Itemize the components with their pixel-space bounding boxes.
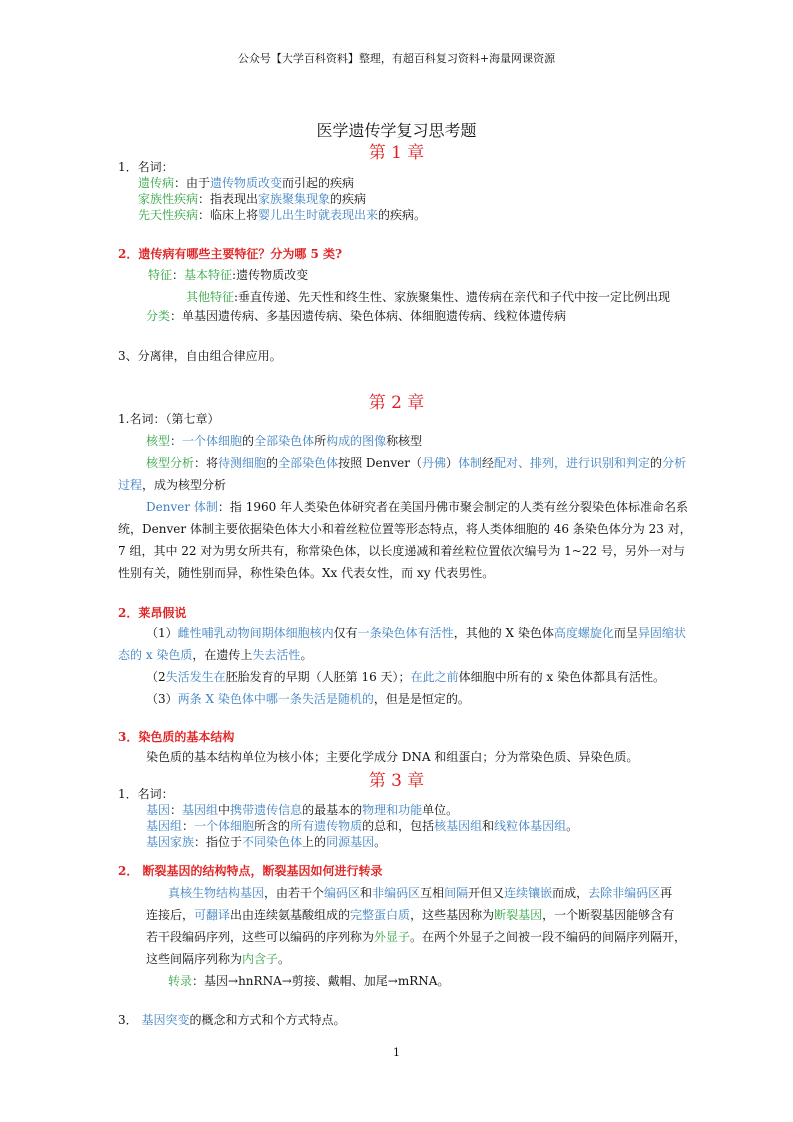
term: 遗传病 [138,176,175,190]
ch3-question-2: 2． 断裂基因的结构特点，断裂基因如何进行转录 [118,864,383,878]
ch3-def-gene: 基因：基因组中携带遗传信息的最基本的物理和功能单位。 [146,803,459,817]
ch2-lyon-point-3: （3）两条 X 染色体中哪一条失活是随机的，但是是恒定的。 [146,692,470,706]
ch3-split-gene-line-2: 连接后，可翻译出由连续氨基酸组成的完整蛋白质，这些基因称为断裂基因，一个断裂基因能够含有 [146,908,675,922]
ch2-def-denver-system: Denver 体制：指 1960 年人类染色体研究者在美国丹佛市聚会制定的人类有丝分裂染色体标准命名系 [146,500,689,514]
ch1-question-2: 2．遗传病有哪些主要特征？分为哪 5 类? [118,247,343,261]
term: 家族性疾病 [138,192,199,206]
ch3-question-1: 1．名词： [118,787,174,801]
chapter-3-heading: 第 3 章 [368,771,425,791]
ch2-lyon-point-1: （1）雌性哺乳动物间期体细胞核内仅有一条染色体有活性，其他的 X 染色体高度螺旋化而呈异固缩状 [146,626,686,640]
ch2-denver-line-3: 7 组，其中 22 对为男女所共有，称常染色体，以长度递减和着丝粒位置依次编号为 1~22 号，另外一对与 [118,544,685,558]
ch1-classification: 分类：单基因遗传病、多基因遗传病、染色体病、体细胞遗传病、线粒体遗传病 [146,309,567,323]
ch1-def-familial-disease: 家族性疾病：指表现出家族聚集现象的疾病 [138,192,367,206]
ch2-question-3: 3．染色质的基本结构 [118,730,235,744]
ch2-chromatin-structure: 染色质的基本结构单位为核小体；主要化学成分 DNA 和组蛋白；分为常染色质、异染色质。 [146,750,639,764]
ch1-question-3: 3、分离律，自由组合律应用。 [118,349,282,363]
ch2-question-2: 2．莱昂假说 [118,606,187,620]
page-title: 医学遗传学复习思考题 [316,121,477,140]
ch2-lyon-point-2: （2失活发生在胚胎发育的早期（人胚第 16 天）；在此之前体细胞中所有的 x 染色体都具有活性。 [146,670,665,684]
ch3-split-gene-line-4: 这些间隔序列称为内含子。 [146,952,291,966]
chapter-2-heading: 第 2 章 [368,393,425,413]
ch2-denver-line-4: 性别有关，随性别而异，称性染色体。Xx 代表女性，而 xy 代表男性。 [118,566,495,580]
ch2-question-1: 1.名词：（第七章） [118,412,220,426]
ch1-features-other: 其他特征:垂直传递、先天性和终生性、家族聚集性、遗传病在亲代和子代中按一定比例出现 [186,290,671,304]
page-number: 1 [393,1046,400,1059]
ch1-features-basic: 特征：基本特征:遗传物质改变 [148,268,309,282]
ch2-def-karyotype: 核型：一个体细胞的全部染色体所构成的图像称核型 [146,434,423,448]
ch3-split-gene-line-3: 若干段编码序列，这些可以编码的序列称为外显子。在两个外显子之间被一段不编码的间隔序列隔开， [146,930,687,944]
ch3-def-genome: 基因组：一个体细胞所含的所有遗传物质的总和，包括核基因组和线粒体基因组。 [146,819,579,833]
page-header: 公众号【大学百科资料】整理，有超百科复习资料+海量网课资源 [237,52,556,65]
term: 先天性疾病 [138,208,199,222]
ch3-split-gene-line-1: 真核生物结构基因，由若干个编码区和非编码区互相间隔开但又连续镶嵌而成，去除非编码区再 [168,886,673,900]
ch1-def-hereditary-disease: 遗传病：由于遗传物质改变而引起的疾病 [138,176,355,190]
ch1-question-1: 1．名词： [118,160,174,174]
ch2-def-karyotype-analysis-cont: 过程，成为核型分析 [118,478,227,492]
ch3-def-gene-family: 基因家族：指位于不同染色体上的同源基因。 [146,835,387,849]
ch2-def-karyotype-analysis: 核型分析：将待测细胞的全部染色体按照 Denver（丹佛）体制经配对、排列，进行识别和判定的分析 [146,456,687,470]
ch2-lyon-point-1-cont: 态的 x 染色质，在遗传上失去活性。 [118,648,313,662]
ch3-transcription: 转录：基因→hnRNA→剪接、戴帽、加尾→mRNA。 [168,974,450,988]
ch1-def-congenital-disease: 先天性疾病：临床上将婴儿出生时就表现出来的疾病。 [138,208,427,222]
ch3-question-3: 3． 基因突变的概念和方式和个方式特点。 [118,1013,346,1027]
ch2-denver-line-2: 统，Denver 体制主要依据染色体大小和着丝粒位置等形态特点，将人类体细胞的 46 条染色体分为 23 对， [118,522,692,536]
chapter-1-heading: 第 1 章 [368,143,425,163]
